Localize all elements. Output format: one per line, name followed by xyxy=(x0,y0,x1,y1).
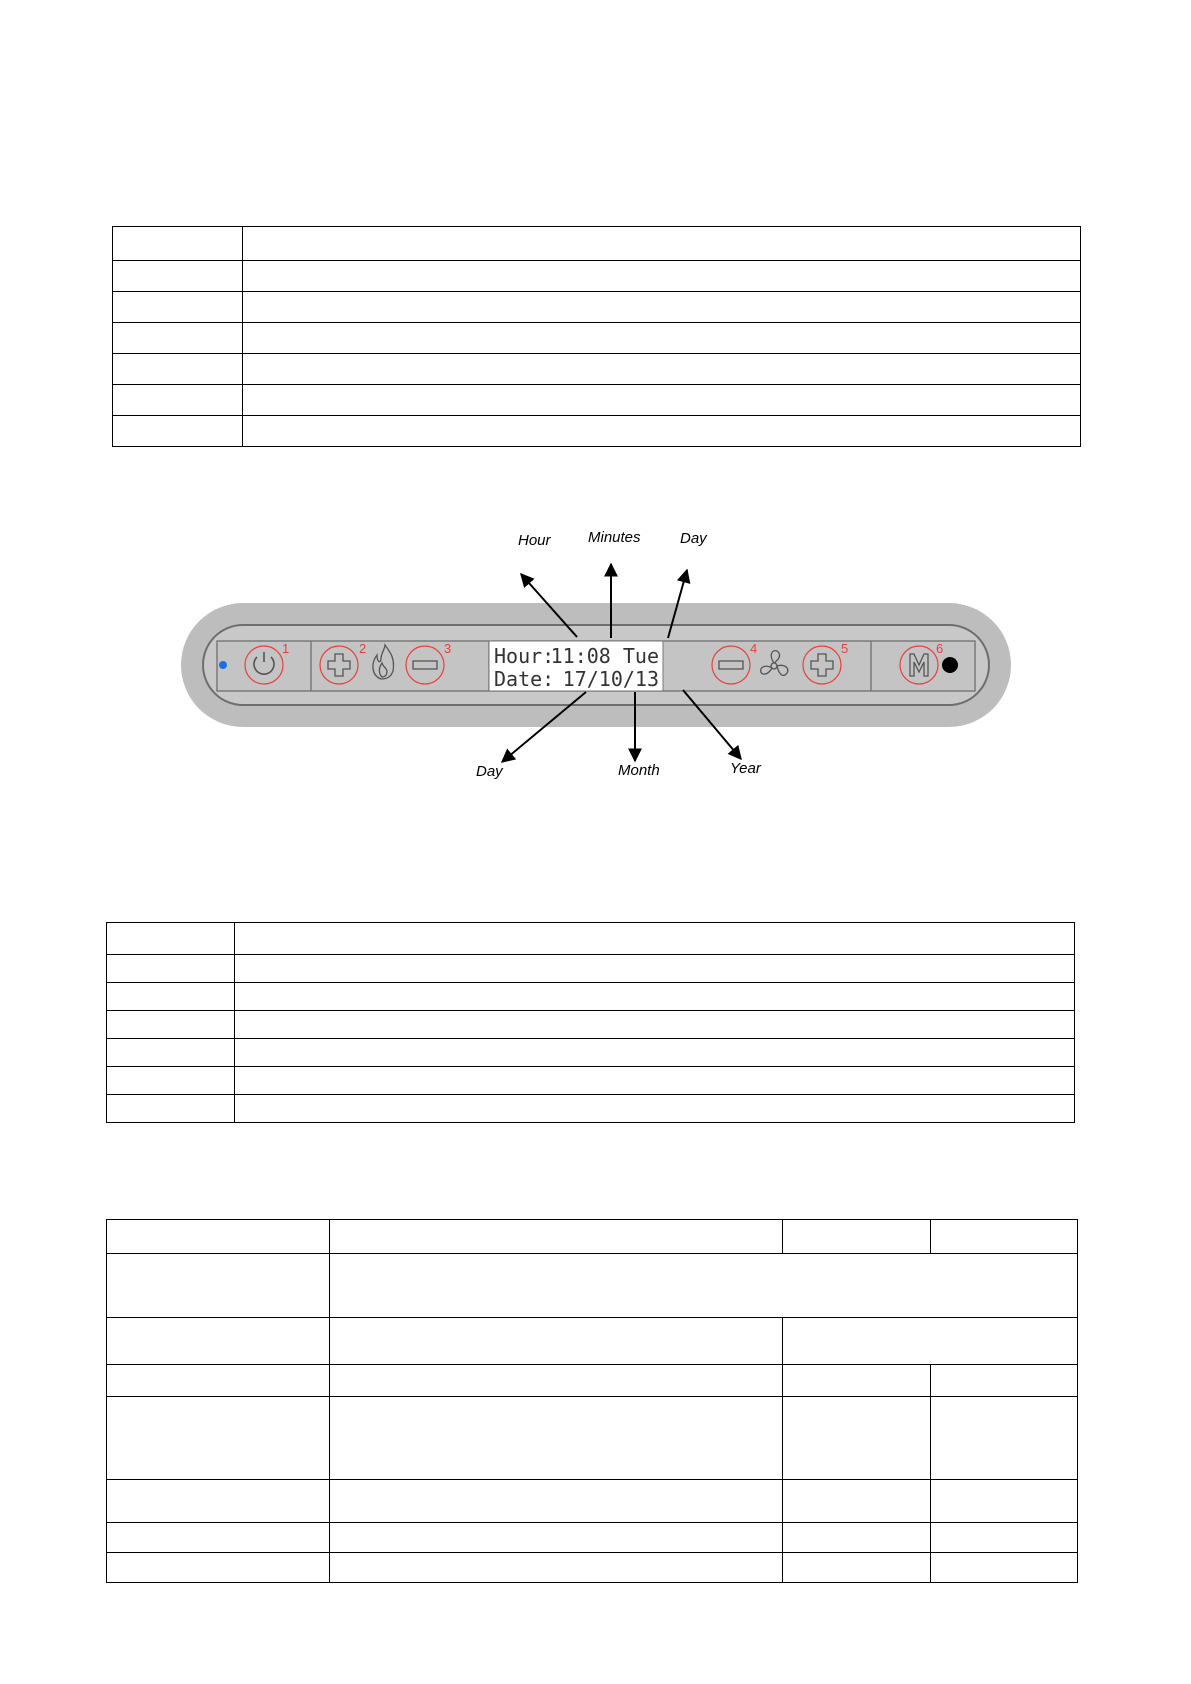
table-row xyxy=(107,1220,1078,1254)
table-row xyxy=(107,1553,1078,1583)
table-row xyxy=(113,385,1081,416)
table-row xyxy=(113,261,1081,292)
table-three xyxy=(106,1219,1078,1583)
table-row xyxy=(107,1067,1075,1095)
table-row xyxy=(107,1011,1075,1039)
table-two xyxy=(106,922,1075,1123)
label-minutes: Minutes xyxy=(588,529,641,546)
table-row xyxy=(107,1397,1078,1480)
button-number-2: 2 xyxy=(359,641,367,656)
control-panel-figure xyxy=(175,525,1015,805)
table-row xyxy=(107,983,1075,1011)
table-row xyxy=(113,354,1081,385)
lcd-line2-label: Date: xyxy=(494,667,555,691)
button-number-6: 6 xyxy=(936,641,944,656)
table-row xyxy=(107,1254,1078,1318)
label-day-bottom: Day xyxy=(476,763,503,780)
table-row xyxy=(113,416,1081,447)
lcd-display xyxy=(489,641,663,691)
table-row xyxy=(113,292,1081,323)
label-hour: Hour xyxy=(518,532,551,549)
table-row xyxy=(107,955,1075,983)
sensor-dot-icon xyxy=(942,657,958,673)
table-one xyxy=(112,226,1081,447)
table-row xyxy=(107,1480,1078,1523)
table-row xyxy=(113,323,1081,354)
lcd-line1-value: 11:08 Tue xyxy=(550,644,659,668)
table-row xyxy=(107,923,1075,955)
button-number-4: 4 xyxy=(750,641,758,656)
button-number-3: 3 xyxy=(444,641,452,656)
table-row xyxy=(113,227,1081,261)
lcd-line1-label: Hour: xyxy=(494,644,555,668)
label-year: Year xyxy=(730,760,761,777)
table-row xyxy=(107,1318,1078,1365)
table-row xyxy=(107,1523,1078,1553)
button-number-1: 1 xyxy=(282,641,290,656)
label-day-top: Day xyxy=(680,530,707,547)
lcd-line2-value: 17/10/13 xyxy=(562,667,659,691)
table-row xyxy=(107,1039,1075,1067)
table-row xyxy=(107,1095,1075,1123)
label-month: Month xyxy=(618,762,660,779)
indicator-led xyxy=(219,661,227,669)
table-row xyxy=(107,1365,1078,1397)
button-number-5: 5 xyxy=(841,641,849,656)
